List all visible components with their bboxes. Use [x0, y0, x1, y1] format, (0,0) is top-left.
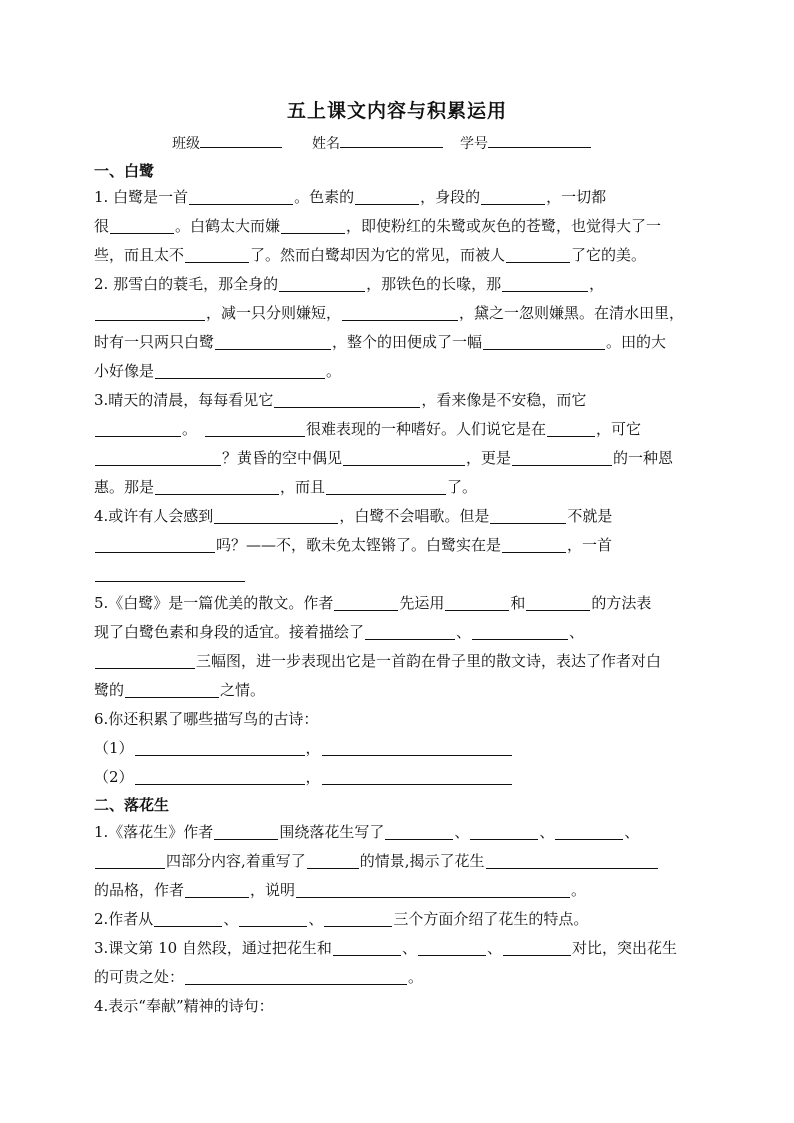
question-text: 5.《白鹭》是一篇优美的散文。作者	[94, 594, 334, 612]
answer-blank[interactable]	[189, 188, 293, 205]
question-text: 了。然而白鹭却因为它的常见，而被人	[250, 246, 506, 264]
question-text: ，减一只分则嫌短，	[206, 304, 342, 322]
section-heading-luohuasheng: 二、落花生	[94, 796, 170, 814]
question-line	[94, 996, 700, 1016]
question-line	[94, 651, 700, 671]
page-title: 五上课文内容与积累运用	[286, 100, 507, 122]
answer-blank[interactable]	[418, 939, 486, 956]
answer-blank[interactable]	[326, 478, 446, 495]
answer-blank[interactable]	[95, 304, 205, 321]
answer-blank[interactable]	[214, 507, 338, 524]
question-text: 很	[94, 217, 110, 235]
question-text: ，而且	[280, 478, 326, 496]
question-text: 的可贵之处：	[94, 968, 185, 986]
question-text: 。白鹤太大而嫌	[175, 217, 281, 235]
answer-blank[interactable]	[322, 768, 512, 785]
answer-blank[interactable]	[215, 333, 331, 350]
question-text: 。田的大	[606, 333, 667, 351]
student-id-field	[460, 133, 591, 153]
question-text: 、	[223, 910, 239, 928]
question-text: 、	[486, 939, 502, 957]
question-text: 、	[569, 623, 585, 641]
question-text: 吗？——不，歌未免太铿锵了。白鹭实在是	[216, 536, 502, 554]
answer-blank[interactable]	[483, 333, 605, 350]
question-line	[94, 274, 700, 294]
answer-blank[interactable]	[503, 939, 571, 956]
question-text: 4.表示“奉献”精神的诗句：	[94, 997, 274, 1015]
question-text: 之情。	[220, 681, 266, 699]
question-text: （1）	[94, 739, 134, 757]
question-text: ，一首	[567, 536, 613, 554]
question-text: 2. 那雪白的蓑毛，那全身的	[94, 275, 279, 293]
question-text: 四部分内容,着重写了	[166, 852, 306, 870]
question-text: （2）	[94, 768, 134, 786]
answer-blank[interactable]	[342, 304, 458, 321]
answer-blank[interactable]	[135, 768, 305, 785]
question-text: 、	[539, 823, 555, 841]
answer-blank[interactable]	[135, 739, 305, 756]
answer-blank[interactable]	[274, 391, 420, 408]
answer-blank[interactable]	[95, 565, 245, 582]
question-text: 现了白鹭色素和身段的适宜。接着描绘了	[94, 623, 365, 641]
answer-blank[interactable]	[502, 275, 588, 292]
question-text: 了它的美。	[571, 246, 647, 264]
answer-blank[interactable]	[185, 881, 249, 898]
question-text: 1.《落花生》作者	[94, 823, 214, 841]
answer-blank[interactable]	[333, 939, 401, 956]
question-text: 。色素的	[294, 188, 355, 206]
question-text: ，即使粉红的朱鹭或灰色的苍鹭，也觉得大了一	[346, 217, 662, 235]
question-line	[94, 245, 700, 265]
question-text: ，整个的田便成了一幅	[332, 333, 483, 351]
question-text: ，	[305, 768, 321, 786]
answer-blank[interactable]	[445, 594, 509, 611]
question-text: ，一切都	[546, 188, 607, 206]
answer-blank[interactable]	[155, 362, 325, 379]
question-text: ，身段的	[420, 188, 481, 206]
answer-blank[interactable]	[355, 188, 419, 205]
question-line	[94, 880, 700, 900]
question-text: 时有一只两只白鹭	[94, 333, 215, 351]
question-line	[94, 822, 700, 842]
question-line	[94, 506, 700, 526]
answer-blank[interactable]	[322, 739, 512, 756]
class-field	[172, 133, 282, 153]
name-label: 姓名	[312, 136, 340, 152]
question-text: 围绕落花生写了	[279, 823, 385, 841]
question-text: 小好像是	[94, 362, 155, 380]
question-text: 很难表现的一种嗜好。人们说它是在	[306, 420, 547, 438]
question-line	[94, 419, 700, 439]
question-line	[94, 187, 700, 207]
question-text: 1. 白鹭是一首	[94, 188, 189, 206]
question-text: 。	[182, 420, 198, 438]
question-line	[94, 967, 700, 987]
question-text: 3.晴天的清晨，每每看见它	[94, 391, 274, 409]
id-blank[interactable]	[488, 133, 591, 148]
answer-blank[interactable]	[279, 275, 365, 292]
answer-blank[interactable]	[95, 652, 195, 669]
name-field	[312, 133, 443, 153]
answer-blank[interactable]	[95, 536, 215, 553]
question-text: 三个方面介绍了花生的特点。	[393, 910, 589, 928]
answer-blank[interactable]	[385, 823, 453, 840]
answer-blank[interactable]	[502, 536, 566, 553]
poem-answer-row	[94, 767, 700, 787]
question-line	[94, 938, 700, 958]
poem-answer-row	[94, 738, 700, 758]
question-text: ，看来像是不安稳，而它	[421, 391, 587, 409]
question-line	[94, 477, 700, 497]
question-line	[94, 448, 700, 468]
answer-blank[interactable]	[307, 852, 359, 869]
answer-blank[interactable]	[154, 910, 222, 927]
question-line	[94, 709, 700, 729]
question-text: 、	[456, 623, 472, 641]
question-text: 2.作者从	[94, 910, 154, 928]
answer-blank[interactable]	[343, 449, 465, 466]
question-text: 先运用	[399, 594, 445, 612]
answer-blank[interactable]	[555, 823, 623, 840]
question-text: ，那铁色的长喙，那	[366, 275, 502, 293]
question-line	[94, 622, 700, 642]
question-line	[94, 680, 700, 700]
question-text: 。	[408, 968, 424, 986]
question-text: ，可它	[596, 420, 642, 438]
answer-blank[interactable]	[481, 188, 545, 205]
question-line	[94, 851, 700, 871]
question-line	[94, 361, 700, 381]
question-line	[94, 332, 700, 352]
question-text: 了。	[447, 478, 478, 496]
question-text: 惠。那是	[94, 478, 155, 496]
class-blank[interactable]	[200, 133, 282, 148]
question-line	[94, 303, 700, 323]
answer-blank[interactable]	[205, 420, 305, 437]
question-text: ，说明	[250, 881, 296, 899]
answer-blank[interactable]	[95, 852, 165, 869]
question-text: 3.课文第 10 自然段，通过把花生和	[94, 939, 332, 957]
question-text: ，白鹭不会唱歌。但是	[339, 507, 490, 525]
question-text: 的情景,揭示了花生	[359, 852, 485, 870]
answer-blank[interactable]	[512, 449, 612, 466]
question-line	[94, 909, 700, 929]
question-text: 、	[624, 823, 640, 841]
answer-blank[interactable]	[486, 852, 658, 869]
answer-blank[interactable]	[95, 449, 221, 466]
answer-blank[interactable]	[110, 217, 174, 234]
answer-blank[interactable]	[155, 478, 279, 495]
answer-blank[interactable]	[125, 681, 219, 698]
question-text: 的方法表	[591, 594, 652, 612]
question-text: ，	[305, 739, 321, 757]
question-text: 的一种恩	[613, 449, 674, 467]
question-text: 不就是	[567, 507, 613, 525]
answer-blank[interactable]	[296, 881, 570, 898]
answer-blank[interactable]	[472, 623, 568, 640]
answer-blank[interactable]	[185, 246, 249, 263]
question-text: 和	[510, 594, 526, 612]
question-text: ，更是	[466, 449, 512, 467]
question-text: ，黛之一忽则嫌黑。在清水田里，	[459, 304, 685, 322]
answer-blank[interactable]	[185, 968, 407, 985]
question-line	[94, 535, 700, 555]
answer-blank[interactable]	[334, 594, 398, 611]
answer-blank[interactable]	[470, 823, 538, 840]
question-text: 、	[308, 910, 324, 928]
question-text: 6.你还积累了哪些描写鸟的古诗：	[94, 710, 319, 728]
question-text: 的品格，作者	[94, 881, 185, 899]
question-text: 、	[454, 823, 470, 841]
answer-blank[interactable]	[365, 623, 455, 640]
question-line	[94, 593, 700, 613]
answer-blank[interactable]	[526, 594, 590, 611]
question-text: 鹭的	[94, 681, 125, 699]
answer-blank[interactable]	[490, 507, 566, 524]
question-text: 。	[571, 881, 587, 899]
question-text: 些，而且太不	[94, 246, 185, 264]
question-text: 4.或许有人会感到	[94, 507, 214, 525]
question-text: 三幅图，进一步表现出它是一首韵在骨子里的散文诗，表达了作者对白	[196, 652, 662, 670]
answer-blank[interactable]	[239, 910, 307, 927]
question-text: ，	[589, 275, 605, 293]
answer-blank[interactable]	[506, 246, 570, 263]
answer-blank[interactable]	[214, 823, 278, 840]
id-label: 学号	[460, 136, 488, 152]
question-text: 、	[401, 939, 417, 957]
question-text: ？黄昏的空中偶见	[222, 449, 343, 467]
question-line	[94, 216, 700, 236]
question-line	[94, 390, 700, 410]
question-line	[94, 564, 700, 584]
class-label: 班级	[172, 136, 200, 152]
question-text: 。	[326, 362, 342, 380]
answer-blank[interactable]	[281, 217, 345, 234]
question-text: 对比，突出花生	[571, 939, 677, 957]
name-blank[interactable]	[340, 133, 443, 148]
section-heading-bailu: 一、白鹭	[94, 162, 155, 180]
answer-blank[interactable]	[95, 420, 181, 437]
answer-blank[interactable]	[547, 420, 595, 437]
answer-blank[interactable]	[324, 910, 392, 927]
